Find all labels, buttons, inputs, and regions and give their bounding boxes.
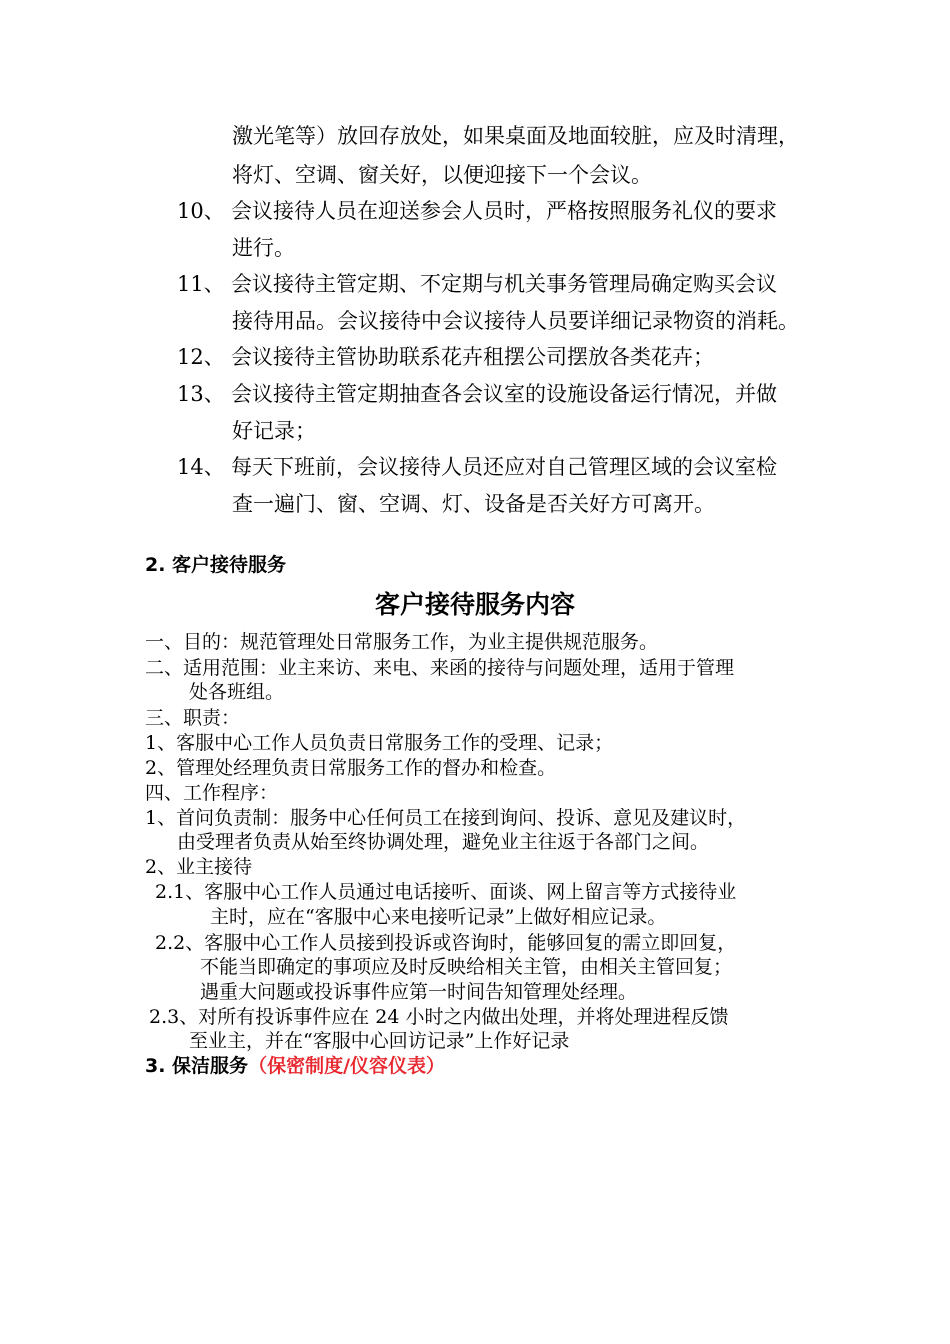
procedure-2-heading: 2、业主接待 [145, 856, 253, 878]
list-number: 13、 [177, 382, 225, 406]
procedure-2-2-line3: 遇重大问题或投诉事件应第一时间告知管理处经理。 [200, 981, 638, 1003]
procedure-2-3-line1: 2.3、对所有投诉事件应在 24 小时之内做出处理，并将处理进程反馈 [149, 1006, 729, 1028]
duty-item-2: 2、管理处经理负责日常服务工作的督办和检查。 [145, 757, 557, 779]
list-number: 14、 [177, 455, 225, 479]
procedure-2-2-line2: 不能当即确定的事项应及时反映给相关主管，由相关主管回复； [200, 956, 733, 978]
section-3-note: （保密制度/仪容仪表） [248, 1055, 446, 1077]
procedure-2-2-line1: 2.2、客服中心工作人员接到投诉或咨询时，能够回复的需立即回复， [155, 932, 737, 954]
list-item-10-cont: 进行。 [232, 236, 295, 260]
scope-line2: 处各班组。 [189, 681, 285, 703]
section-3-title: 3. 保洁服务 [145, 1055, 249, 1077]
list-item-11-cont: 接待用品。会议接待中会议接待人员要详细记录物资的消耗。 [232, 309, 799, 333]
procedure-1-line2: 由受理者负责从始至终协调处理，避免业主往返于各部门之间。 [177, 831, 710, 853]
meeting-cont-line1: 激光笔等）放回存放处，如果桌面及地面较脏，应及时清理， [232, 124, 799, 148]
procedure-2-1-line1: 2.1、客服中心工作人员通过电话接听、面谈、网上留言等方式接待业 [155, 881, 737, 903]
duty-heading: 三、职责： [145, 707, 241, 729]
list-item-12 [177, 344, 714, 370]
list-number: 10、 [177, 199, 225, 223]
page-title: 客户接待服务内容 [374, 590, 575, 619]
scope-line1: 二、适用范围：业主来访、来电、来函的接待与问题处理，适用于管理 [145, 657, 735, 679]
procedure-2-3-line2: 至业主，并在“客服中心回访记录”上作好记录 [189, 1030, 570, 1052]
list-item-14 [177, 454, 777, 480]
meeting-cont-line2: 将灯、空调、窗关好，以便迎接下一个会议。 [232, 163, 652, 187]
purpose-line: 一、目的：规范管理处日常服务工作，为业主提供规范服务。 [145, 631, 659, 653]
section-heading-3 [145, 1054, 445, 1078]
procedure-2-1-line2: 主时，应在“客服中心来电接听记录”上做好相应记录。 [210, 906, 667, 928]
section-heading-2: 2. 客户接待服务 [145, 554, 287, 576]
list-item-10 [177, 198, 777, 224]
list-text: 每天下班前，会议接待人员还应对自己管理区域的会议室检 [231, 455, 777, 479]
list-number: 12、 [177, 345, 225, 369]
list-text: 会议接待主管定期抽查各会议室的设施设备运行情况，并做 [231, 382, 777, 406]
list-number: 11、 [177, 272, 225, 296]
list-text: 会议接待人员在迎送参会人员时，严格按照服务礼仪的要求 [231, 199, 777, 223]
procedure-1-line1: 1、首问负责制：服务中心任何员工在接到询问、投诉、意见及建议时， [145, 807, 747, 829]
duty-item-1: 1、客服中心工作人员负责日常服务工作的受理、记录； [145, 732, 614, 754]
list-item-14-cont: 查一遍门、窗、空调、灯、设备是否关好方可离开。 [232, 492, 715, 516]
procedure-heading: 四、工作程序： [145, 782, 279, 804]
list-item-13-cont: 好记录； [232, 419, 316, 443]
list-item-13 [177, 381, 777, 407]
list-text: 会议接待主管定期、不定期与机关事务管理局确定购买会议 [231, 272, 777, 296]
list-text: 会议接待主管协助联系花卉租摆公司摆放各类花卉； [231, 345, 714, 369]
list-item-11 [177, 271, 777, 297]
